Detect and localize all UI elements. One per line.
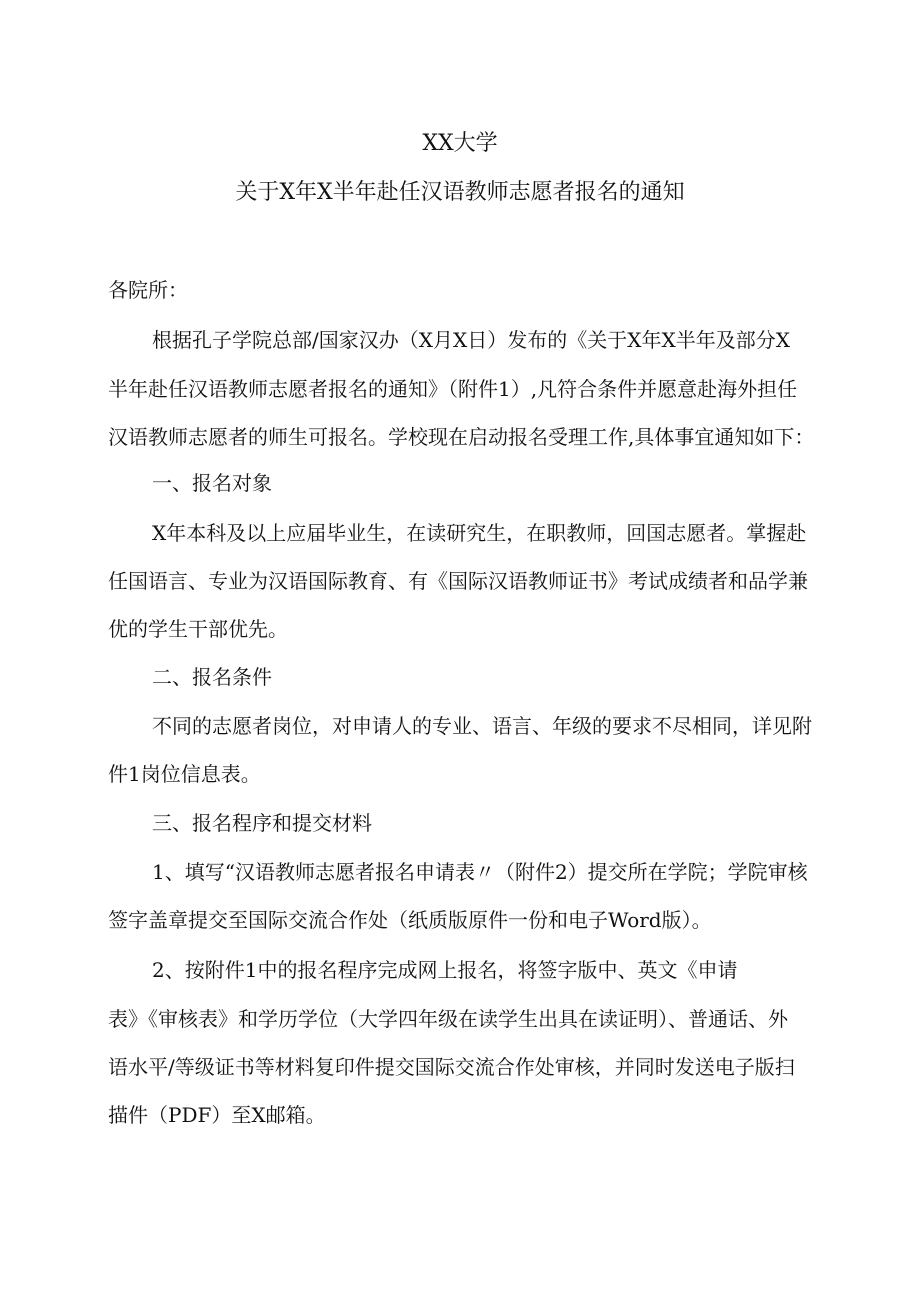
document-subtitle: 关于X年X半年赴任汉语教师志愿者报名的通知 xyxy=(235,180,685,205)
paragraph-line: 优的学生干部优先。 xyxy=(108,617,288,641)
paragraph-line: 表》《审核表》和学历学位（大学四年级在读学生出具在读证明）、普通话、外 xyxy=(108,1007,788,1031)
document-title: XX大学 xyxy=(422,131,498,156)
paragraph-line: 任国语言、专业为汉语国际教育、有《国际汉语教师证书》考试成绩者和品学兼 xyxy=(108,569,808,593)
paragraph-line: 根据孔子学院总部/国家汉办（X月X日）发布的《关于X年X半年及部分X xyxy=(152,328,790,352)
salutation: 各院所： xyxy=(108,278,188,302)
paragraph-line: 2、按附件1中的报名程序完成网上报名，将签字版中、英文《申请 xyxy=(152,958,738,982)
section-heading: 二、报名条件 xyxy=(152,665,272,689)
paragraph-line: 语水平/等级证书等材料复印件提交国际交流合作处审核，并同时发送电子版扫 xyxy=(108,1055,795,1079)
paragraph-line: 签字盖章提交至国际交流合作处（纸质版原件一份和电子Word版）。 xyxy=(108,908,712,932)
paragraph-line: 不同的志愿者岗位，对申请人的专业、语言、年级的要求不尽相同，详见附 xyxy=(152,714,812,738)
paragraph-line: 1、填写“汉语教师志愿者报名申请表〃（附件2）提交所在学院；学院审核 xyxy=(152,860,808,884)
section-heading: 一、报名对象 xyxy=(152,471,272,495)
section-heading: 三、报名程序和提交材料 xyxy=(152,811,372,835)
paragraph-line: 描件（PDF）至X邮箱。 xyxy=(108,1103,326,1127)
paragraph-line: X年本科及以上应届毕业生，在读研究生，在职教师，回国志愿者。掌握赴 xyxy=(152,521,807,545)
paragraph-line: 半年赴任汉语教师志愿者报名的通知》（附件1）,凡符合条件并愿意赴海外担任 xyxy=(108,377,798,401)
paragraph-line: 汉语教师志愿者的师生可报名。学校现在启动报名受理工作,具体事宜通知如下： xyxy=(108,425,815,449)
paragraph-line: 件1岗位信息表。 xyxy=(108,762,261,786)
